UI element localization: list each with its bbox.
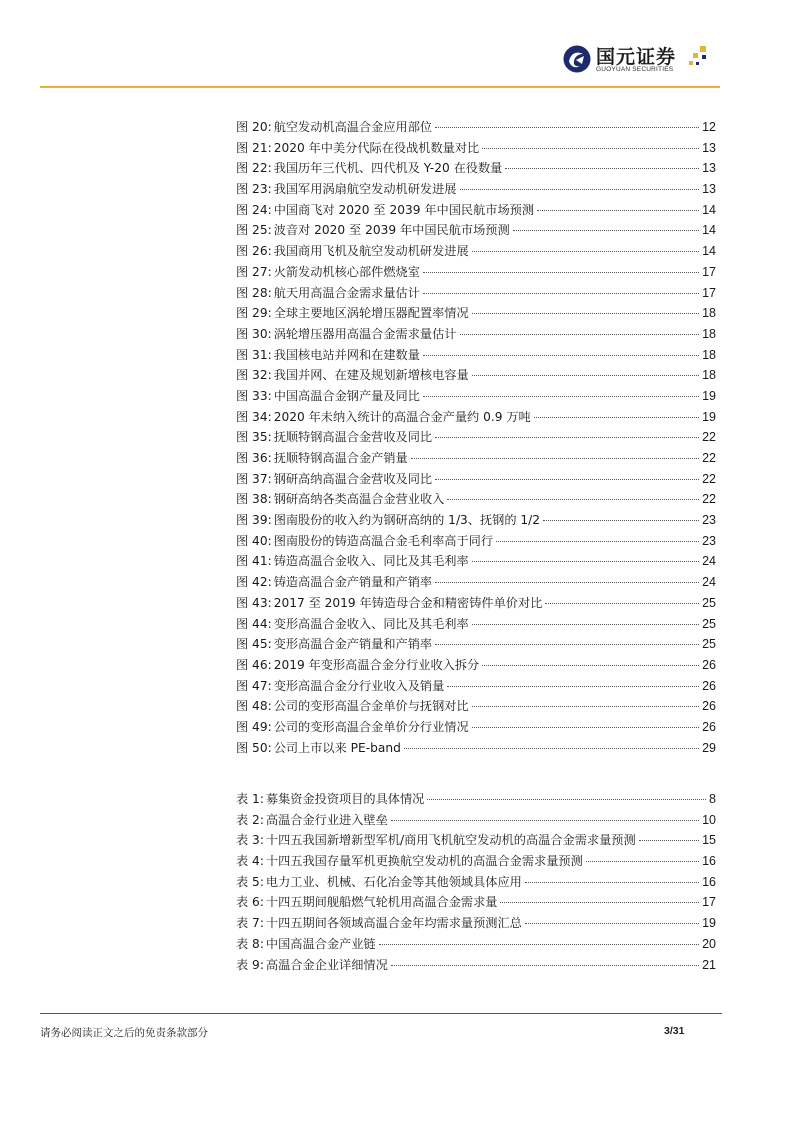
toc-entry-label: 表 5: [236, 874, 264, 889]
toc-entry-page: 15 [702, 833, 716, 848]
figure-index [236, 117, 716, 758]
toc-entry-label: 图 31: [236, 347, 272, 362]
toc-entry-label: 图 44: [236, 616, 272, 631]
toc-entry-title: 我国军用涡扇航空发动机研发进展 [273, 182, 457, 197]
figure-entry[interactable] [236, 365, 716, 386]
toc-entry-page: 19 [702, 916, 716, 931]
table-entry[interactable] [236, 872, 716, 893]
toc-entry-title: 中国高温合金产业链 [265, 936, 376, 951]
toc-entry-title: 钢研高纳各类高温合金营业收入 [273, 492, 445, 507]
figure-entry[interactable] [236, 138, 716, 159]
toc-entry-page: 13 [702, 182, 716, 197]
toc-entry-title: 2017 至 2019 年铸造母合金和精密铸件单价对比 [273, 595, 543, 610]
toc-entry-title: 涡轮增压器用高温合金需求量估计 [273, 326, 457, 341]
toc-entry-label: 图 47: [236, 678, 272, 693]
figure-entry[interactable] [236, 262, 716, 283]
toc-entry-page: 22 [702, 430, 716, 445]
brand-logo [562, 44, 722, 78]
toc-entry-label: 图 40: [236, 533, 272, 548]
toc-leader-dots [391, 820, 699, 821]
figure-entry[interactable] [236, 220, 716, 241]
toc-entry-page: 17 [702, 264, 716, 279]
guoyuan-logo-icon [562, 44, 592, 74]
figure-entry[interactable] [236, 717, 716, 738]
figure-entry[interactable] [236, 448, 716, 469]
toc-entry-label: 图 32: [236, 368, 272, 383]
toc-entry-title: 铸造高温合金收入、同比及其毛利率 [273, 554, 469, 569]
toc-entry-label: 图 27: [236, 264, 272, 279]
toc-entry-page: 19 [702, 388, 716, 403]
toc-leader-dots [639, 840, 699, 841]
toc-entry-page: 22 [702, 451, 716, 465]
footer-disclaimer: 请务必阅读正文之后的免责条款部分 [40, 1027, 208, 1039]
toc-entry-page: 29 [702, 740, 716, 755]
toc-leader-dots [472, 706, 699, 707]
toc-entry-title: 公司上市以来 PE-band [273, 740, 401, 755]
figure-entry[interactable] [236, 427, 716, 448]
toc-leader-dots [411, 458, 699, 459]
toc-entry-page: 24 [702, 575, 716, 590]
figure-entry[interactable] [236, 469, 716, 490]
toc-leader-dots [525, 923, 699, 924]
brand-name-en: GUOYUAN SECURITIES [596, 66, 674, 73]
toc-leader-dots [472, 313, 699, 314]
toc-entry-label: 图 50: [236, 740, 272, 755]
toc-entry-label: 图 39: [236, 513, 272, 528]
toc-entry-title: 十四五我国新增新型军机/商用飞机航空发动机的高温合金需求量预测 [265, 833, 636, 848]
toc-leader-dots [513, 230, 699, 231]
table-entry[interactable] [236, 789, 716, 810]
page-header [0, 0, 793, 90]
toc-leader-dots [586, 861, 699, 862]
table-entry[interactable] [236, 810, 716, 831]
toc-entry-page: 8 [709, 792, 716, 806]
toc-entry-page: 20 [702, 936, 716, 951]
toc-leader-dots [500, 902, 699, 903]
figure-entry[interactable] [236, 572, 716, 593]
toc-entry-page: 18 [702, 368, 716, 383]
figure-entry[interactable] [236, 593, 716, 614]
toc-entry-label: 图 22: [236, 161, 272, 176]
toc-entry-label: 图 33: [236, 388, 272, 403]
table-entry[interactable] [236, 830, 716, 851]
toc-entry-label: 图 48: [236, 699, 272, 714]
toc-entry-title: 高温合金企业详细情况 [265, 957, 388, 972]
toc-entry-page: 10 [702, 812, 716, 827]
toc-leader-dots [423, 272, 699, 273]
figure-entry[interactable] [236, 407, 716, 428]
toc-entry-title: 公司的变形高温合金单价与抚钢对比 [273, 699, 469, 714]
figure-entry[interactable] [236, 551, 716, 572]
figure-entry[interactable] [236, 738, 716, 759]
toc-leader-dots [379, 944, 699, 945]
toc-entry-label: 图 28: [236, 285, 272, 300]
toc-entry-title: 图南股份的收入约为钢研高纳的 1/3、抚钢的 1/2 [273, 513, 541, 528]
table-entry[interactable] [236, 934, 716, 955]
toc-entry-label: 图 35: [236, 430, 272, 445]
toc-entry-label: 图 23: [236, 182, 272, 197]
toc-leader-dots [537, 210, 699, 211]
figure-entry[interactable] [236, 345, 716, 366]
toc-entry-label: 表 4: [236, 854, 264, 869]
toc-entry-title: 我国核电站并网和在建数量 [273, 347, 420, 362]
toc-entry-title: 铸造高温合金产销量和产销率 [273, 575, 433, 590]
toc-leader-dots [423, 396, 699, 397]
toc-entry-page: 17 [702, 285, 716, 300]
toc-entry-page: 26 [702, 657, 716, 672]
toc-entry-page: 23 [702, 513, 716, 528]
toc-entry-title: 2020 年中美分代际在役战机数量对比 [273, 140, 480, 155]
toc-leader-dots [482, 148, 699, 149]
table-index [236, 789, 716, 975]
toc-entry-title: 变形高温合金产销量和产销率 [273, 637, 433, 652]
toc-entry-title: 航天用高温合金需求量估计 [273, 285, 420, 300]
page-number: 3/31 [664, 1025, 685, 1037]
brand-name-cn: 国元证券 [596, 46, 677, 68]
toc-leader-dots [435, 127, 699, 128]
toc-entry-page: 23 [702, 533, 716, 548]
figure-entry[interactable] [236, 634, 716, 655]
toc-entry-title: 公司的变形高温合金单价分行业情况 [273, 719, 469, 734]
toc-leader-dots [427, 799, 706, 800]
toc-entry-page: 24 [702, 554, 716, 569]
toc-entry-page: 26 [702, 719, 716, 734]
toc-entry-label: 图 38: [236, 492, 272, 507]
toc-entry-page: 18 [702, 347, 716, 362]
toc-entry-page: 21 [702, 957, 716, 972]
toc-entry-title: 十四五我国存量军机更换航空发动机的高温合金需求量预测 [265, 854, 583, 869]
toc-leader-dots [460, 189, 700, 190]
toc-entry-page: 18 [702, 326, 716, 341]
toc-entry-label: 表 2: [236, 812, 264, 827]
toc-entry-title: 我国商用飞机及航空发动机研发进展 [273, 244, 469, 259]
toc-entry-label: 图 26: [236, 244, 272, 259]
toc-leader-dots [525, 882, 699, 883]
toc-entry-title: 募集资金投资项目的具体情况 [265, 792, 425, 806]
figure-entry[interactable] [236, 303, 716, 324]
toc-entry-label: 表 6: [236, 895, 264, 910]
figure-entry[interactable] [236, 489, 716, 510]
toc-leader-dots [472, 727, 699, 728]
toc-entry-title: 全球主要地区涡轮增压器配置率情况 [273, 306, 469, 321]
toc-entry-title: 我国并网、在建及规划新增核电容量 [273, 368, 469, 383]
figure-entry[interactable] [236, 510, 716, 531]
toc-entry-page: 13 [702, 140, 716, 155]
brand-dots-icon [686, 46, 710, 70]
figure-entry[interactable] [236, 531, 716, 552]
toc-leader-dots [447, 499, 699, 500]
toc-entry-title: 航空发动机高温合金应用部位 [273, 120, 433, 134]
figure-entry[interactable] [236, 614, 716, 635]
figure-entry[interactable] [236, 676, 716, 697]
figure-entry[interactable] [236, 158, 716, 179]
toc-entry-label: 表 3: [236, 833, 264, 848]
toc-entry-page: 16 [702, 874, 716, 889]
figure-entry[interactable] [236, 324, 716, 345]
table-entry[interactable] [236, 913, 716, 934]
toc-entry-page: 14 [702, 244, 716, 259]
toc-entry-page: 12 [702, 120, 716, 134]
figure-entry[interactable] [236, 655, 716, 676]
toc-entry-page: 14 [702, 223, 716, 238]
toc-entry-label: 图 49: [236, 719, 272, 734]
toc-entry-page: 26 [702, 699, 716, 714]
toc-entry-label: 图 37: [236, 471, 272, 486]
toc-entry-title: 波音对 2020 至 2039 年中国民航市场预测 [273, 223, 510, 238]
toc-entry-title: 变形高温合金分行业收入及销量 [273, 678, 445, 693]
toc-leader-dots [435, 479, 699, 480]
toc-entry-page: 19 [702, 409, 716, 424]
toc-entry-page: 16 [702, 854, 716, 869]
toc-entry-title: 图南股份的铸造高温合金毛利率高于同行 [273, 533, 494, 548]
toc-entry-label: 图 42: [236, 575, 272, 590]
toc-entry-label: 表 7: [236, 916, 264, 931]
toc-entry-title: 十四五期间舰船燃气轮机用高温合金需求量 [265, 895, 498, 910]
toc-entry-label: 图 45: [236, 637, 272, 652]
toc-entry-title: 抚顺特钢高温合金营收及同比 [273, 430, 433, 445]
toc-entry-label: 表 9: [236, 957, 264, 972]
toc-entry-page: 14 [702, 202, 716, 217]
toc-leader-dots [534, 417, 699, 418]
figure-entry[interactable] [236, 179, 716, 200]
toc-entry-page: 25 [702, 616, 716, 631]
toc-leader-dots [423, 293, 699, 294]
toc-entry-label: 图 20: [236, 120, 272, 134]
toc-entry-label: 图 41: [236, 554, 272, 569]
figure-entry[interactable] [236, 283, 716, 304]
toc-entry-title: 高温合金行业进入壁垒 [265, 812, 388, 827]
toc-entry-label: 表 1: [236, 792, 264, 806]
toc-entry-label: 图 21: [236, 140, 272, 155]
toc-entry-title: 2020 年未纳入统计的高温合金产量约 0.9 万吨 [273, 409, 531, 424]
toc-leader-dots [472, 375, 699, 376]
toc-leader-dots [404, 748, 699, 749]
toc-entry-label: 表 8: [236, 936, 264, 951]
toc-entry-title: 抚顺特钢高温合金产销量 [273, 451, 408, 465]
toc-leader-dots [391, 965, 699, 966]
toc-entry-page: 25 [702, 637, 716, 652]
figure-entry[interactable] [236, 200, 716, 221]
header-divider [40, 86, 720, 88]
toc-entry-label: 图 30: [236, 326, 272, 341]
toc-leader-dots [435, 437, 699, 438]
figure-entry[interactable] [236, 241, 716, 262]
toc-entry-page: 13 [702, 161, 716, 176]
toc-leader-dots [435, 582, 699, 583]
toc-entry-page: 25 [702, 595, 716, 610]
toc-entry-title: 中国高温合金钢产量及同比 [273, 388, 420, 403]
toc-entry-title: 2019 年变形高温合金分行业收入拆分 [273, 657, 480, 672]
toc-entry-label: 图 25: [236, 223, 272, 238]
toc-entry-label: 图 34: [236, 409, 272, 424]
figure-entry[interactable] [236, 696, 716, 717]
toc-leader-dots [545, 603, 699, 604]
toc-leader-dots [472, 251, 699, 252]
toc-leader-dots [472, 561, 699, 562]
toc-leader-dots [447, 686, 699, 687]
toc-entry-title: 电力工业、机械、石化冶金等其他领域具体应用 [265, 874, 522, 889]
toc-entry-title: 火箭发动机核心部件燃烧室 [273, 264, 420, 279]
toc-leader-dots [505, 168, 699, 169]
footer-divider [40, 1013, 722, 1014]
toc-entry-page: 17 [702, 895, 716, 910]
toc-leader-dots [496, 541, 699, 542]
table-entry[interactable] [236, 851, 716, 872]
toc-entry-label: 图 24: [236, 202, 272, 217]
toc-leader-dots [423, 355, 699, 356]
figure-entry[interactable] [236, 117, 716, 138]
toc-leader-dots [482, 665, 699, 666]
toc-entry-page: 22 [702, 492, 716, 507]
toc-entry-page: 18 [702, 306, 716, 321]
toc-entry-label: 图 43: [236, 595, 272, 610]
toc-leader-dots [472, 624, 699, 625]
toc-entry-title: 十四五期间各领域高温合金年均需求量预测汇总 [265, 916, 522, 931]
toc-entry-title: 我国历年三代机、四代机及 Y-20 在役数量 [273, 161, 503, 176]
toc-entry-page: 26 [702, 678, 716, 693]
toc-leader-dots [543, 520, 699, 521]
toc-entry-label: 图 29: [236, 306, 272, 321]
toc-entry-title: 变形高温合金收入、同比及其毛利率 [273, 616, 469, 631]
table-entry[interactable] [236, 892, 716, 913]
toc-entry-title: 中国商飞对 2020 至 2039 年中国民航市场预测 [273, 202, 535, 217]
figure-entry[interactable] [236, 386, 716, 407]
toc-entry-page: 22 [702, 471, 716, 486]
toc-leader-dots [435, 644, 699, 645]
toc-leader-dots [460, 334, 700, 335]
toc-entry-label: 图 46: [236, 657, 272, 672]
table-entry[interactable] [236, 955, 716, 976]
toc-entry-title: 钢研高纳高温合金营收及同比 [273, 471, 433, 486]
toc-entry-label: 图 36: [236, 451, 272, 465]
